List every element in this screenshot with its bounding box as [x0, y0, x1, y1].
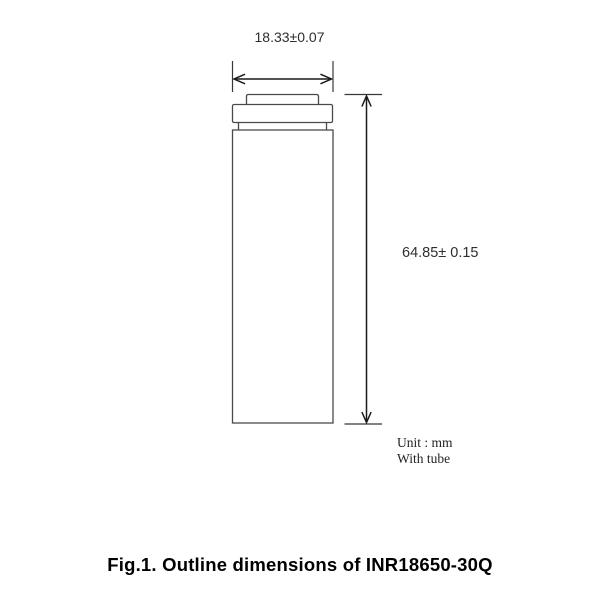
width-dimension [233, 61, 334, 92]
positive-terminal-button [247, 95, 319, 105]
unit-note-line2: With tube [397, 450, 451, 466]
figure-caption: Fig.1. Outline dimensions of INR18650-30Q [107, 554, 493, 575]
width-dimension-label: 18.33±0.07 [254, 29, 325, 45]
cell-body [233, 130, 334, 423]
height-dimension [345, 95, 383, 425]
unit-note [397, 435, 453, 466]
height-dimension-label: 64.85± 0.15 [402, 245, 479, 261]
top-cap [233, 105, 333, 123]
battery-cell-outline [233, 95, 334, 424]
unit-note-line1: Unit : mm [397, 435, 453, 450]
